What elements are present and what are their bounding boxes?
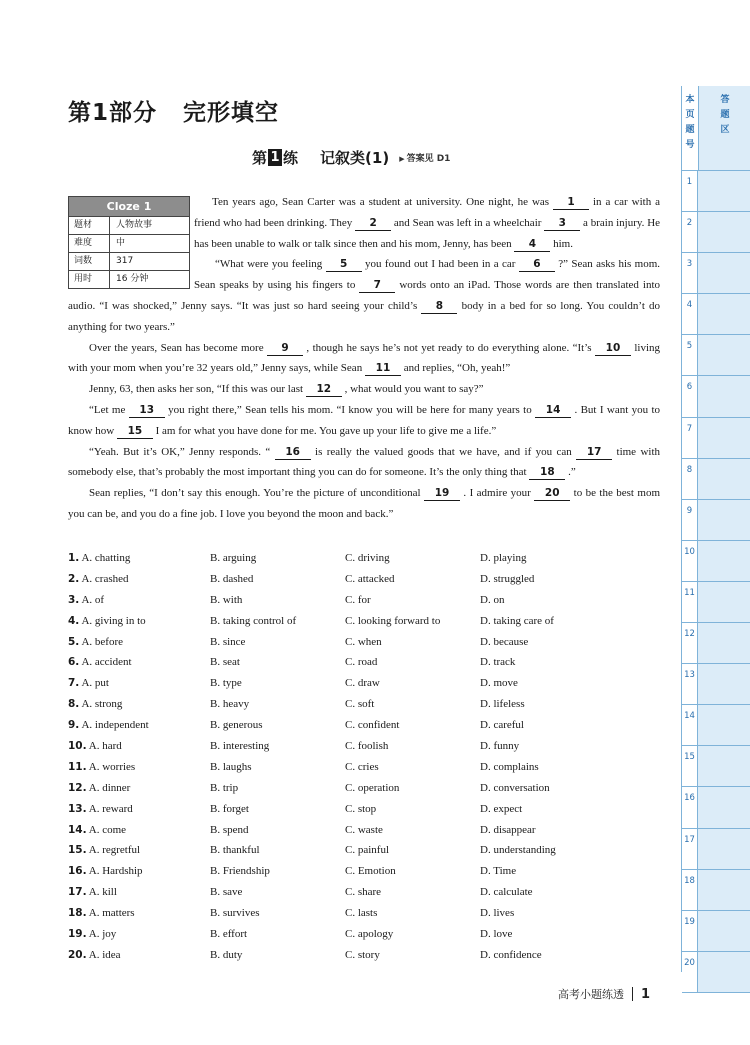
option-row [68, 778, 628, 799]
option-d[interactable]: D. confidence [480, 948, 542, 961]
option-c[interactable]: C. soft [345, 698, 375, 711]
question-number: 20. [68, 948, 87, 961]
passage-paragraph [68, 442, 660, 484]
answer-cell [682, 376, 750, 417]
blank-20[interactable]: 20 [534, 486, 570, 501]
answer-cell [682, 294, 750, 335]
info-box [68, 196, 190, 289]
option-d[interactable]: D. Time [480, 865, 517, 878]
answer-number: 5 [682, 335, 698, 375]
answer-write-area[interactable] [698, 787, 750, 827]
blank-9[interactable]: 9 [267, 341, 303, 356]
option-d[interactable]: D. struggled [480, 572, 535, 585]
option-a[interactable] [68, 736, 210, 757]
option-b[interactable]: B. dashed [210, 572, 254, 585]
question-number: 5. [68, 635, 80, 648]
option-b[interactable]: B. with [210, 593, 243, 606]
option-a[interactable] [68, 945, 210, 966]
option-b[interactable]: B. duty [210, 948, 243, 961]
option-a[interactable] [68, 861, 210, 882]
option-a-text: A. joy [88, 928, 117, 941]
page-number: 1 [640, 986, 650, 1002]
option-b[interactable]: B. spend [210, 823, 249, 836]
option-row [68, 840, 628, 861]
option-b[interactable]: B. taking control of [210, 614, 297, 627]
option-row [68, 820, 628, 841]
passage-paragraph [68, 400, 660, 442]
book-title: 高考小题练透 [557, 988, 624, 1001]
option-c[interactable]: C. road [345, 656, 378, 669]
passage-text: . I admire your [463, 487, 531, 500]
header-char: 题 [720, 110, 730, 120]
answer-write-area[interactable] [698, 705, 750, 745]
answer-write-area[interactable] [698, 664, 750, 704]
option-a-text: A. crashed [81, 572, 129, 585]
answer-cell [682, 623, 750, 664]
option-c[interactable]: C. for [345, 593, 371, 606]
option-b[interactable]: B. type [210, 677, 242, 690]
option-d[interactable]: D. calculate [480, 886, 533, 899]
blank-13[interactable]: 13 [129, 403, 165, 418]
passage-text: to be the best mom you can be, and you do a fine job. I love you beyond the moon and back.” [68, 487, 661, 520]
option-row [68, 632, 628, 653]
answer-number: 7 [682, 418, 698, 458]
option-a[interactable] [68, 757, 210, 778]
blank-11[interactable]: 11 [365, 361, 401, 376]
option-row [68, 652, 628, 673]
option-a-text: A. reward [88, 802, 133, 815]
passage-text: in a car with a friend who had been drinking. They [194, 196, 661, 229]
option-a-text: A. idea [88, 948, 121, 961]
option-row [68, 673, 628, 694]
option-b[interactable]: B. heavy [210, 698, 250, 711]
option-a-text: A. independent [81, 719, 149, 732]
part-title [68, 94, 279, 127]
answer-number: 20 [682, 952, 698, 992]
option-row [68, 694, 628, 715]
answer-write-area[interactable] [698, 171, 750, 211]
header-char: 区 [720, 125, 730, 135]
option-b[interactable]: B. interesting [210, 740, 270, 753]
option-c[interactable]: C. driving [345, 552, 390, 564]
option-a[interactable] [68, 840, 210, 861]
answer-number: 6 [682, 376, 698, 416]
answer-number: 11 [682, 582, 698, 622]
option-c[interactable]: C. operation [345, 781, 400, 794]
answer-cell [682, 664, 750, 705]
option-a-text: A. regretful [88, 844, 141, 857]
answer-number: 9 [682, 500, 698, 540]
header-question-number [682, 86, 699, 170]
option-c[interactable]: C. cries [345, 760, 379, 773]
info-key: 词数 [69, 253, 110, 270]
blank-10[interactable]: 10 [595, 341, 631, 356]
lesson-number: 1 [268, 149, 282, 166]
answer-write-area[interactable] [698, 541, 750, 581]
question-number: 16. [68, 865, 87, 878]
answer-number: 16 [682, 787, 698, 827]
answer-cell [682, 335, 750, 376]
option-b[interactable]: B. trip [210, 781, 239, 794]
info-row [69, 270, 189, 288]
answer-cell [682, 952, 750, 993]
option-c[interactable]: C. confident [345, 719, 400, 732]
answer-cell [682, 253, 750, 294]
answer-number: 12 [682, 623, 698, 663]
option-a[interactable] [68, 611, 210, 632]
answer-cell [682, 212, 750, 253]
passage-text: is really the valued goods that we have, and if you can [315, 445, 572, 458]
answer-number: 4 [682, 294, 698, 334]
answer-column-header [682, 86, 750, 171]
option-b[interactable]: B. generous [210, 719, 263, 732]
option-a[interactable] [68, 632, 210, 653]
option-d[interactable]: D. lifeless [480, 698, 525, 711]
answer-write-area[interactable] [698, 212, 750, 252]
answer-write-area[interactable] [698, 870, 750, 910]
page-footer [558, 986, 650, 1002]
option-b[interactable]: B. since [210, 635, 246, 648]
option-a-text: A. hard [88, 740, 122, 753]
answer-write-area[interactable] [698, 294, 750, 334]
answer-cell [682, 746, 750, 787]
answer-reference: ▶ 答案见 D1 [399, 151, 450, 164]
passage-text: ?” Sean asks his mom. Sean speaks by using his fingers to [194, 258, 661, 292]
option-d[interactable]: D. conversation [480, 781, 550, 794]
option-a[interactable] [68, 694, 210, 715]
option-d[interactable]: D. lives [480, 907, 515, 920]
answer-write-area[interactable] [698, 253, 750, 293]
passage-text: words onto an iPad. Those words are then translated into audio. “I was shocked,” Jenny says. “It was just so hard seeing your child’s [68, 279, 661, 312]
option-c[interactable]: C. story [345, 948, 380, 961]
option-row [68, 736, 628, 757]
option-a-text: A. matters [88, 907, 135, 920]
answer-number: 1 [682, 171, 698, 211]
question-number: 7. [68, 677, 80, 690]
option-row [68, 924, 628, 945]
passage-text: Sean replies, “I don’t say this enough. You’re the picture of unconditional [89, 487, 421, 500]
part-label: 第1部分 [68, 100, 158, 126]
lesson-category: 记叙类(1) [320, 149, 390, 167]
blank-7[interactable]: 7 [359, 278, 395, 293]
option-a[interactable] [68, 799, 210, 820]
info-value: 317 [116, 256, 134, 266]
answer-cell [682, 500, 750, 541]
question-number: 15. [68, 844, 87, 857]
option-c[interactable]: C. draw [345, 677, 380, 690]
answer-column [681, 86, 750, 972]
option-d[interactable]: D. because [480, 635, 529, 648]
answer-write-area[interactable] [698, 582, 750, 622]
answer-write-area[interactable] [698, 335, 750, 375]
option-a[interactable] [68, 820, 210, 841]
option-row [68, 569, 628, 590]
info-key: 用时 [69, 271, 110, 288]
question-number: 6. [68, 656, 80, 669]
passage-text: “Let me [89, 403, 126, 416]
option-a[interactable] [68, 903, 210, 924]
answer-write-area[interactable] [698, 459, 750, 499]
option-a-text: A. chatting [81, 552, 131, 564]
option-c[interactable]: C. looking forward to [345, 614, 441, 627]
passage-text: and replies, “Oh, yeah!” [403, 362, 511, 375]
option-c[interactable]: C. waste [345, 823, 383, 836]
passage-text: body in a bed for so long. You couldn’t do anything for two years.” [68, 299, 661, 333]
option-row [68, 715, 628, 736]
blank-2[interactable]: 2 [355, 216, 391, 231]
blank-14[interactable]: 14 [535, 403, 571, 418]
option-d[interactable]: D. on [480, 593, 505, 606]
question-number: 11. [68, 760, 87, 773]
options-list [68, 548, 628, 966]
option-b[interactable]: B. forget [210, 802, 249, 815]
answer-number: 19 [682, 911, 698, 951]
option-d[interactable]: D. careful [480, 719, 524, 732]
answer-cell [682, 171, 750, 212]
passage-text: time with somebody else, that’s probably the most important thing you can do for someone. It’s the only thing that [68, 445, 660, 479]
blank-16[interactable]: 16 [275, 445, 311, 460]
passage-paragraph [68, 483, 660, 525]
answer-number: 8 [682, 459, 698, 499]
question-number: 1. [68, 552, 80, 564]
option-a[interactable] [68, 652, 210, 673]
option-a-text: A. dinner [88, 781, 131, 794]
answer-write-area[interactable] [698, 500, 750, 540]
answer-cell [682, 870, 750, 911]
option-a[interactable] [68, 673, 210, 694]
answer-number: 13 [682, 664, 698, 704]
option-c[interactable]: C. stop [345, 802, 377, 815]
option-a[interactable] [68, 882, 210, 903]
answer-number: 10 [682, 541, 698, 581]
option-d[interactable]: D. track [480, 656, 516, 669]
option-a[interactable] [68, 924, 210, 945]
lesson-suffix: 练 [283, 149, 299, 167]
option-a[interactable] [68, 715, 210, 736]
passage-text: . But I want you to know how [68, 403, 661, 437]
header-answer-area [699, 86, 750, 170]
info-value: 16 分钟 [116, 274, 149, 284]
option-row [68, 903, 628, 924]
option-a-text: A. come [88, 823, 127, 836]
info-row [69, 216, 189, 234]
option-b[interactable]: B. save [210, 886, 243, 899]
option-c[interactable]: C. when [345, 635, 382, 648]
answer-write-area[interactable] [698, 418, 750, 458]
option-b[interactable]: B. Friendship [210, 865, 270, 878]
question-number: 8. [68, 698, 80, 711]
option-row [68, 945, 628, 966]
answer-number: 3 [682, 253, 698, 293]
question-number: 19. [68, 928, 87, 941]
answer-cell [682, 582, 750, 623]
question-number: 9. [68, 719, 80, 732]
header-char: 页 [685, 110, 695, 120]
blank-1[interactable]: 1 [553, 195, 589, 210]
option-c[interactable]: C. foolish [345, 740, 389, 753]
answer-cell [682, 787, 750, 828]
option-d[interactable]: D. understanding [480, 844, 556, 857]
passage-text: Jenny, 63, then asks her son, “If this was our last [89, 383, 304, 396]
option-b[interactable]: B. effort [210, 928, 248, 941]
option-d[interactable]: D. move [480, 677, 518, 690]
question-number: 12. [68, 781, 87, 794]
option-a[interactable] [68, 778, 210, 799]
question-number: 18. [68, 907, 87, 920]
answer-number: 15 [682, 746, 698, 786]
passage-text: you right there,” Sean tells his mom. “I know you will be here for many years to [168, 403, 532, 416]
passage-paragraph [68, 338, 660, 380]
answer-cell [682, 459, 750, 500]
answer-cell [682, 705, 750, 746]
info-box-title: Cloze 1 [69, 197, 189, 216]
option-a-text: A. kill [88, 886, 117, 899]
blank-19[interactable]: 19 [424, 486, 460, 501]
option-d[interactable]: D. funny [480, 740, 520, 753]
question-number: 10. [68, 740, 87, 753]
option-a-text: A. giving in to [81, 614, 146, 627]
answer-cell [682, 911, 750, 952]
answer-cells [682, 171, 750, 993]
option-a-text: A. accident [81, 656, 132, 669]
blank-8[interactable]: 8 [421, 299, 457, 314]
part-name: 完形填空 [183, 100, 280, 126]
passage-text: , what would you want to say?” [344, 383, 484, 396]
answer-write-area[interactable] [698, 829, 750, 869]
info-key: 难度 [69, 235, 110, 252]
blank-4[interactable]: 4 [514, 237, 550, 252]
option-a[interactable] [68, 569, 210, 590]
answer-cell [682, 829, 750, 870]
option-a-text: A. before [81, 635, 123, 648]
option-c[interactable]: C. share [345, 886, 382, 899]
passage-text: “Yeah. But it’s OK,” Jenny responds. “ [89, 445, 271, 458]
option-a-text: A. of [81, 593, 105, 606]
option-a[interactable] [68, 590, 210, 611]
question-number: 3. [68, 593, 80, 606]
answer-write-area[interactable] [698, 911, 750, 951]
passage-text: “What were you feeling [215, 258, 323, 271]
option-row [68, 590, 628, 611]
option-row [68, 861, 628, 882]
passage-text: living with your mom when you’re 32 years old,” Jenny says, while Sean [68, 341, 661, 375]
passage-text: Over the years, Sean has become more [89, 341, 264, 354]
header-char: 号 [685, 140, 695, 150]
blank-5[interactable]: 5 [326, 257, 362, 272]
option-c[interactable]: C. apology [345, 928, 394, 941]
info-value: 中 [116, 238, 126, 248]
lesson-prefix: 第 [252, 149, 268, 167]
question-number: 2. [68, 572, 80, 585]
answer-cell [682, 418, 750, 459]
info-key: 题材 [69, 217, 110, 234]
option-b[interactable]: B. laughs [210, 760, 252, 773]
answer-number: 17 [682, 829, 698, 869]
question-number: 4. [68, 614, 80, 627]
header-char: 题 [685, 125, 695, 135]
option-a-text: A. strong [81, 698, 123, 711]
blank-18[interactable]: 18 [529, 465, 565, 480]
option-b[interactable]: B. thankful [210, 844, 260, 857]
passage-text: him. [553, 237, 573, 250]
footer-divider [632, 987, 633, 1001]
option-row [68, 757, 628, 778]
passage-text: I am for what you have done for me. You gave up your life to give me a life.” [155, 424, 497, 437]
answer-number: 2 [682, 212, 698, 252]
info-row [69, 252, 189, 270]
question-number: 13. [68, 802, 87, 815]
info-row [69, 234, 189, 252]
answer-write-area[interactable] [698, 623, 750, 663]
option-d[interactable]: D. complains [480, 760, 539, 773]
answer-write-area[interactable] [698, 746, 750, 786]
question-number: 17. [68, 886, 87, 899]
question-number: 14. [68, 823, 87, 836]
option-c[interactable]: C. attacked [345, 572, 395, 585]
option-d[interactable]: D. love [480, 928, 513, 941]
answer-cell [682, 541, 750, 582]
blank-6[interactable]: 6 [519, 257, 555, 272]
passage-text: you found out I had been in a car [365, 258, 516, 271]
answer-number: 14 [682, 705, 698, 745]
option-a-text: A. worries [88, 760, 136, 773]
option-a-text: A. Hardship [88, 865, 143, 878]
answer-write-area[interactable] [698, 952, 750, 992]
option-b[interactable]: B. arguing [210, 552, 257, 564]
option-a-text: A. put [81, 677, 109, 690]
option-a[interactable] [68, 548, 210, 569]
lesson-title [252, 147, 450, 168]
option-d[interactable]: D. playing [480, 552, 527, 564]
header-char: 本 [685, 95, 695, 105]
option-b[interactable]: B. survives [210, 907, 260, 920]
blank-17[interactable]: 17 [576, 445, 612, 460]
blank-15[interactable]: 15 [117, 424, 153, 439]
option-row [68, 882, 628, 903]
header-char: 答 [720, 95, 730, 105]
blank-12[interactable]: 12 [306, 382, 342, 397]
option-row [68, 548, 628, 569]
passage-text: and Sean was left in a wheelchair [393, 216, 542, 229]
option-d[interactable]: D. disappear [480, 823, 536, 836]
option-d[interactable]: D. expect [480, 802, 523, 815]
blank-3[interactable]: 3 [544, 216, 580, 231]
option-c[interactable]: C. painful [345, 844, 389, 857]
option-d[interactable]: D. taking care of [480, 614, 554, 627]
passage-text: .” [568, 466, 576, 479]
option-row [68, 611, 628, 632]
passage-text: Ten years ago, Sean Carter was a student at university. One night, he was [212, 196, 550, 208]
option-c[interactable]: C. lasts [345, 907, 378, 920]
passage-text: , though he says he’s not yet ready to do everything alone. “It’s [306, 341, 592, 354]
option-row [68, 799, 628, 820]
answer-write-area[interactable] [698, 376, 750, 416]
answer-number: 18 [682, 870, 698, 910]
passage-paragraph [68, 379, 660, 400]
option-b[interactable]: B. seat [210, 656, 240, 669]
info-value: 人物故事 [116, 220, 153, 230]
option-c[interactable]: C. Emotion [345, 865, 396, 878]
passage-text: a brain injury. He has been unable to walk or talk since then and his mom, Jenny, has been [194, 216, 661, 250]
